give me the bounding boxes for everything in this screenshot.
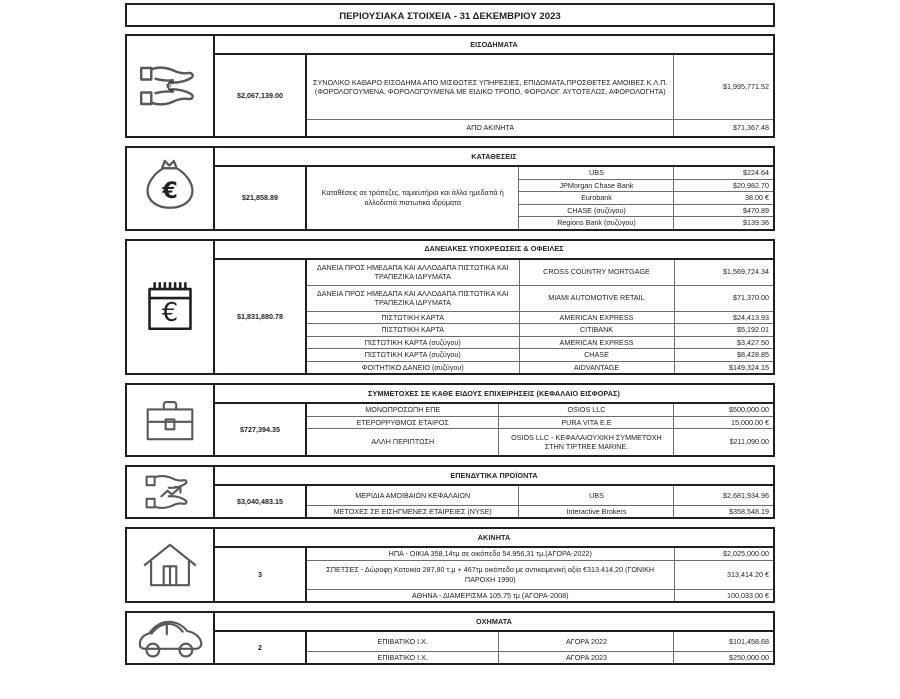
money-bag-euro-icon — [126, 147, 214, 230]
table-row — [126, 403, 774, 416]
section-total: $2,067,139.00 — [214, 54, 306, 137]
section-realestate — [125, 527, 775, 603]
section-description: Καταθέσεις σε τράπεζες, ταμιευτήρια και άλλα ημεδαπά ή αλλοδαπά πιστωτικά ιδρύματα — [306, 166, 519, 230]
row-amount: $5,192.01 — [674, 324, 774, 337]
row-institution: CROSS COUNTRY MORTGAGE — [519, 259, 674, 286]
table-row — [126, 485, 774, 505]
row-description: ΑΘΗΝΑ - ΔΙΑΜΕΡΙΣΜΑ 105,75 τμ (ΑΓΟΡΑ-2008) — [306, 589, 674, 602]
row-institution: ΑΓΟΡΑ 2022 — [499, 631, 674, 651]
section-title: ΔΑΝΕΙΑΚΕΣ ΥΠΟΧΡΕΩΣΕΙΣ & ΟΦΕΙΛΕΣ — [214, 240, 774, 259]
row-amount: 100,033.00 € — [674, 589, 774, 602]
row-amount: $139.36 — [674, 217, 774, 230]
section-total: 2 — [214, 631, 306, 664]
section-total: $1,831,880.78 — [214, 259, 306, 375]
row-institution: PURA VITA Ε.Ε — [499, 416, 674, 429]
row-description: ΜΕΡΙΔΙΑ ΑΜΟΙΒΑΙΩΝ ΚΕΦΑΛΑΙΩΝ — [306, 485, 519, 505]
section-title: ΕΙΣΟΔΗΜΑΤΑ — [214, 35, 774, 54]
row-institution: JPMorgan Chase Bank — [519, 179, 674, 192]
svg-text:€: € — [161, 297, 179, 328]
section-title-row — [126, 147, 774, 166]
section-vehicles — [125, 611, 775, 665]
row-description: ΗΠΑ - ΟΙΚΙΑ 358,14τμ σε οικόπεδο 54.956,31 τμ.(ΑΓΟΡΑ-2022) — [306, 547, 674, 560]
row-institution: CHASE (συζύγου) — [519, 204, 674, 217]
row-amount: $24,413.93 — [674, 311, 774, 324]
row-amount: $470.89 — [674, 204, 774, 217]
row-institution: UBS — [519, 485, 674, 505]
row-institution: AMERICAN EXPRESS — [519, 336, 674, 349]
table-row — [126, 547, 774, 560]
row-amount: $101,458.68 — [674, 631, 774, 651]
hands-growth-arrow-icon — [126, 466, 214, 518]
table-row — [126, 54, 774, 120]
section-title: ΚΑΤΑΘΕΣΕΙΣ — [214, 147, 774, 166]
row-description: ΠΙΣΤΩΤΙΚΗ ΚΑΡΤΑ — [306, 324, 519, 337]
row-institution: OSIOS LLC - ΚΕΦΑΛΑΙΟΥΧΙΚΗ ΣΥΜΜΕΤΟΧΗ ΣΤΗΝ TIPTREE MARINE. — [499, 429, 674, 457]
section-title: ΕΠΕΝΔΥΤΙΚΑ ΠΡΟΪΟΝΤΑ — [214, 466, 774, 485]
row-institution: AMERICAN EXPRESS — [519, 311, 674, 324]
row-amount: $2,025,000.00 — [674, 547, 774, 560]
row-institution: Interactive Brokers — [519, 505, 674, 518]
row-amount: $149,324.15 — [674, 361, 774, 374]
row-institution: ΑΓΟΡΑ 2023 — [499, 651, 674, 664]
row-description: ΕΠΙΒΑΤΙΚΟ Ι.Χ. — [306, 651, 499, 664]
row-institution: MIAMI AUTOMOTIVE RETAIL — [519, 285, 674, 311]
row-institution: Eurobank — [519, 192, 674, 205]
row-description: ΦΟΙΤΗΤΙΚΟ ΔΑΝΕΙΟ (συζύγου) — [306, 361, 519, 374]
table-row — [126, 166, 774, 179]
section-total: 3 — [214, 547, 306, 602]
row-amount: $250,000.00 — [674, 651, 774, 664]
row-description: ΜΟΝΟΠΡΟΣΩΠΗ ΕΠΕ — [306, 403, 499, 416]
row-amount: 313,414.20 € — [674, 560, 774, 589]
row-institution: CITIBANK — [519, 324, 674, 337]
section-title: ΑΚΙΝΗΤΑ — [214, 528, 774, 547]
giving-hands-euro-icon — [126, 35, 214, 137]
notepad-euro-icon — [126, 240, 214, 375]
row-amount: $211,090.00 — [674, 429, 774, 457]
asset-declaration-sheet — [0, 3, 900, 699]
car-icon — [126, 612, 214, 664]
house-icon — [126, 528, 214, 602]
row-amount: 38.00 € — [674, 192, 774, 205]
row-description: ΠΙΣΤΩΤΙΚΗ ΚΑΡΤΑ — [306, 311, 519, 324]
row-amount: $71,370.00 — [674, 285, 774, 311]
row-amount: 15,000.00 € — [674, 416, 774, 429]
section-title-row — [126, 384, 774, 403]
row-institution: OSIOS LLC — [499, 403, 674, 416]
page-title: ΠΕΡΙΟΥΣΙΑΚΑ ΣΤΟΙΧΕΙΑ - 31 ΔΕΚΕΜΒΡΙΟΥ 2023 — [125, 3, 775, 27]
row-amount: $1,569,724.34 — [674, 259, 774, 286]
row-description: ΕΠΙΒΑΤΙΚΟ Ι.Χ. — [306, 631, 499, 651]
section-title: ΟΧΗΜΑΤΑ — [214, 612, 774, 631]
row-description: ΔΑΝΕΙΑ ΠΡΟΣ ΗΜΕΔΑΠΑ ΚΑΙ ΑΛΛΟΔΑΠΑ ΠΙΣΤΩΤΙΚΑ ΚΑΙ ΤΡΑΠΕΖΙΚΑ ΙΔΡΥΜΑΤΑ — [306, 285, 519, 311]
section-investments — [125, 465, 775, 519]
section-title-row — [126, 240, 774, 259]
row-amount: $2,681,934.96 — [674, 485, 774, 505]
section-total: $3,040,483.15 — [214, 485, 306, 518]
row-amount: $8,428.85 — [674, 349, 774, 362]
section-income — [125, 34, 775, 138]
svg-text:€: € — [162, 178, 178, 205]
row-institution: Regions Bank (συζύγου) — [519, 217, 674, 230]
svg-text:€: € — [166, 79, 174, 94]
row-amount: $20,982.70 — [674, 179, 774, 192]
section-total: $727,394.35 — [214, 403, 306, 456]
briefcase-icon — [126, 384, 214, 456]
section-total: $21,858.89 — [214, 166, 306, 230]
row-description: ΕΤΕΡΟΡΡΥΘΜΟΣ ΕΤΑΙΡΟΣ — [306, 416, 499, 429]
row-institution: UBS — [519, 166, 674, 179]
row-amount: $224.64 — [674, 166, 774, 179]
row-amount: $500,000.00 — [674, 403, 774, 416]
section-title-row — [126, 612, 774, 631]
row-institution: CHASE — [519, 349, 674, 362]
row-amount: $3,427.50 — [674, 336, 774, 349]
row-description: ΣΠΕΤΣΕΣ - Δώροφη Κατοικία 287,80 τ.μ + 467τμ οικόπεδο με αντικειμενική αξία €313.414,20 (ΓΟΝΙΚΗ ΠΑΡΟΧΗ 1990) — [306, 560, 674, 589]
section-deposits — [125, 146, 775, 231]
table-row — [126, 259, 774, 286]
section-title-row — [126, 466, 774, 485]
section-title: ΣΥΜΜΕΤΟΧΕΣ ΣΕ ΚΑΘΕ ΕΙΔΟΥΣ ΕΠΙΧΕΙΡΗΣΕΙΣ (ΚΕΦΑΛΑΙΟ ΕΙΣΦΟΡΑΣ) — [214, 384, 774, 403]
section-title-row — [126, 528, 774, 547]
section-title-row — [126, 35, 774, 54]
row-description: ΣΥΝΟΛΙΚΟ ΚΑΘΑΡΟ ΕΙΣΟΔΗΜΑ ΑΠΟ ΜΙΣΘΩΤΕΣ ΥΠΗΡΕΣΙΕΣ, ΕΠΙΔΟΜΑΤΑ,ΠΡΟΣΘΕΤΕΣ ΑΜΟΙΒΕΣ Κ.Λ.Π.(ΦΟΡΟΛΟΓΟΥΜΕΝΑ, ΦΟΡΟΛΟΓΟΥΜΕΝΑ ΜΕ ΕΙΔΙΚΟ ΤΡΟΠΟ, ΦΟΡΟΛΟΓ. ΑΥΤΟΤΕΛΩΣ, ΑΦΟΡΟΛΟΓΗΤΑ) — [306, 54, 674, 120]
row-description: ΔΑΝΕΙΑ ΠΡΟΣ ΗΜΕΔΑΠΑ ΚΑΙ ΑΛΛΟΔΑΠΑ ΠΙΣΤΩΤΙΚΑ ΚΑΙ ΤΡΑΠΕΖΙΚΑ ΙΔΡΥΜΑΤΑ — [306, 259, 519, 286]
section-loans — [125, 239, 775, 376]
row-description: ΠΙΣΤΩΤΙΚΗ ΚΑΡΤΑ (συζύγου) — [306, 336, 519, 349]
row-description: ΜΕΤΟΧΕΣ ΣΕ ΕΙΣΗΓΜΕΝΕΣ ΕΤΑΙΡΕΙΕΣ (NYSE) — [306, 505, 519, 518]
row-amount: $1,995,771.52 — [674, 54, 774, 120]
row-amount: $358,548.19 — [674, 505, 774, 518]
table-row — [126, 631, 774, 651]
row-amount: $71,367.48 — [674, 120, 774, 138]
row-institution: AIDVANTAGE — [519, 361, 674, 374]
row-description: ΠΙΣΤΩΤΙΚΗ ΚΑΡΤΑ (συζύγου) — [306, 349, 519, 362]
row-description: ΑΠΟ ΑΚΙΝΗΤΑ — [306, 120, 674, 138]
section-participations — [125, 383, 775, 457]
row-description: ΑΛΛΗ ΠΕΡΙΠΤΩΣΗ — [306, 429, 499, 457]
